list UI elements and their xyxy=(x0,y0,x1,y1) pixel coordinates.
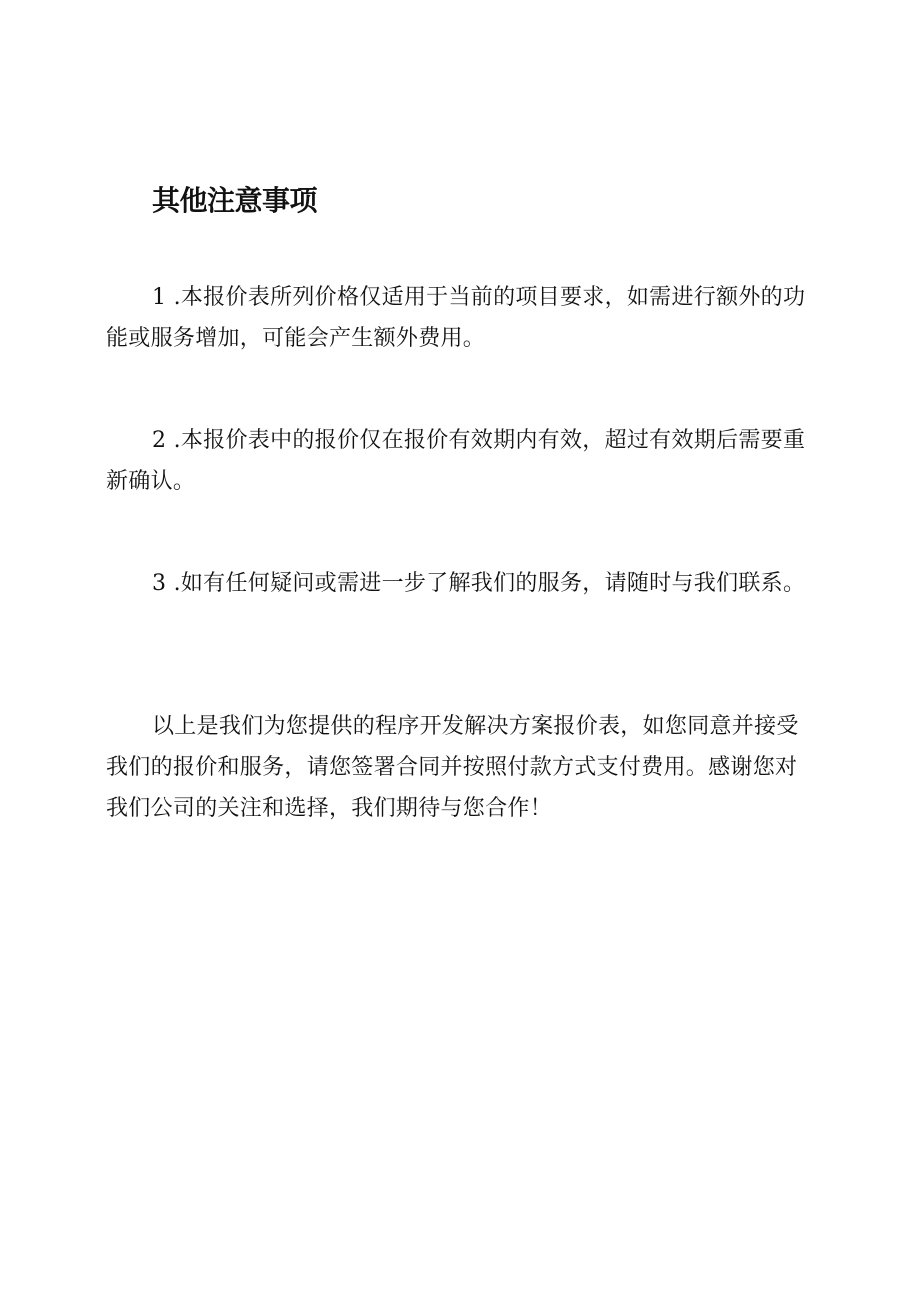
note-item-3: 3 .如有任何疑问或需进一步了解我们的服务，请随时与我们联系。 xyxy=(152,571,806,596)
section-heading: 其他注意事项 xyxy=(152,184,318,217)
note-item-2: 2 .本报价表中的报价仅在报价有效期内有效，超过有效期后需要重新确认。 xyxy=(106,428,806,494)
note-item-1: 1 .本报价表所列价格仅适用于当前的项目要求，如需进行额外的功能或服务增加，可能会产生额外费用。 xyxy=(106,285,806,351)
closing-paragraph: 以上是我们为您提供的程序开发解决方案报价表，如您同意并接受我们的报价和服务，请您签署合同并按照付款方式支付费用。感谢您对我们公司的关注和选择，我们期待与您合作！ xyxy=(106,714,799,821)
